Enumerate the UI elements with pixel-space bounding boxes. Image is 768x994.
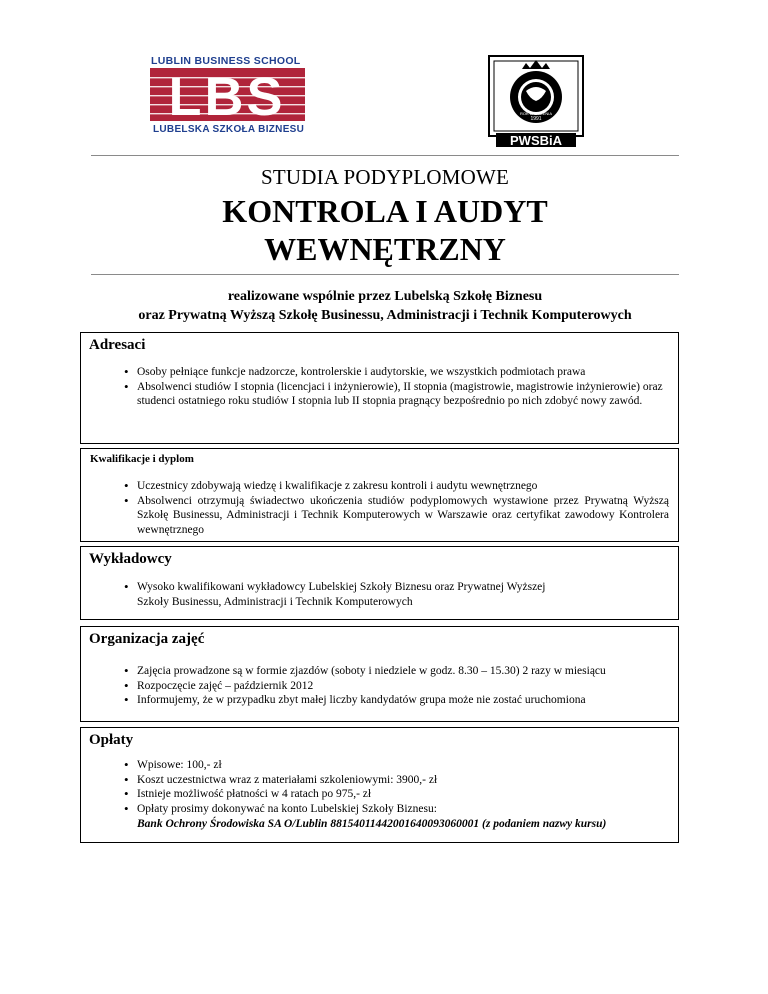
list-item: • Wpisowe: 100,- zł (121, 758, 676, 773)
section-organizacja (80, 626, 679, 722)
realization-note (91, 287, 679, 325)
pwsbia-emblem (488, 55, 584, 148)
bank-account: Bank Ochrony Środowiska SA O/Lublin 88154011442001640093060001 (z podaniem nazwy kursu) (137, 818, 607, 830)
section-oplaty (80, 727, 679, 843)
section-list (121, 758, 676, 816)
page-title-line-2: WEWNĘTRZNY (264, 231, 506, 267)
section-adresaci (80, 332, 679, 444)
list-item: • Istnieje możliwość płatności w 4 ratach po 975,- zł (121, 787, 676, 802)
list-item: • Uczestnicy zdobywają wiedzę i kwalifikacje z zakresu kontroli i audytu wewnętrznego (121, 479, 669, 494)
divider-top (91, 155, 679, 156)
list-item: • Absolwenci studiów I stopnia (licencjaci i inżynierowie), II stopnia (magistrowie, magistrowie inżynierowie) oraz studenci ostatniego roku studiów I stopnia lub II stopnia pragnący bezpośrednio po nich zdobyć nowy zawód. (121, 380, 666, 409)
list-item: • Absolwenci otrzymują świadectwo ukończenia studiów podyplomowych wystawione przez Prywatną Wyższą Szkołę Businessu, Administracji i Technik Komputerowych w Warszawie oraz certyfikat zawodowy Kontrolera wewnętrznego (121, 494, 669, 538)
section-wykladowcy (80, 546, 679, 620)
pwsbia-emblem-year: 1991 (530, 116, 542, 122)
pwsbia-emblem-name: PWSBiA (510, 133, 562, 148)
program-type: STUDIA PODYPLOMOWE (260, 165, 510, 189)
list-item: • Zajęcia prowadzone są w formie zjazdów (soboty i niedziele w godz. 8.30 – 15.30) 2 razy w miesiącu (121, 664, 671, 679)
list-item: • Opłaty prosimy dokonywać na konto Lubelskiej Szkoły Biznesu: (121, 802, 676, 817)
section-list (121, 479, 669, 537)
section-heading: Kwalifikacje i dyplom (90, 453, 194, 465)
list-item: • Koszt uczestnictwa wraz z materiałami szkoleniowymi: 3900,- zł (121, 773, 676, 788)
divider-bottom (91, 274, 679, 275)
section-heading: Organizacja zajęć (89, 631, 205, 647)
list-item: • Wysoko kwalifikowani wykładowcy Lubelskiej Szkoły Biznesu oraz Prywatnej Wyższej Szkoły Businessu, Administracji i Technik Komputerowych (121, 580, 561, 609)
realization-line-1: realizowane wspólnie przez Lubelską Szkołę Biznesu (227, 289, 543, 304)
lbs-logo-top-text: LUBLIN BUSINESS SCHOOL (151, 55, 301, 67)
page-title (91, 192, 679, 268)
lbs-logo-letters: LBS (168, 68, 286, 121)
list-item: • Rozpoczęcie zajęć – październik 2012 (121, 679, 671, 694)
section-list (121, 365, 666, 409)
list-item: • Informujemy, że w przypadku zbyt małej liczby kandydatów grupa może nie zostać uruchomiona (121, 693, 671, 708)
section-heading: Adresaci (89, 337, 146, 353)
section-list (121, 580, 561, 609)
section-heading: Opłaty (89, 732, 134, 748)
section-heading: Wykładowcy (89, 551, 172, 567)
page-title-line-1: KONTROLA I AUDYT (222, 193, 548, 229)
pwsbia-emblem-ring-text: ROK ZAŁOŻENIA (519, 111, 553, 116)
list-item: • Osoby pełniące funkcje nadzorcze, kontrolerskie i audytorskie, we wszystkich podmiotach prawa (121, 365, 666, 380)
lbs-logo (150, 68, 305, 121)
section-kwalifikacje (80, 448, 679, 542)
realization-line-2: oraz Prywatną Wyższą Szkołę Businessu, Administracji i Technik Komputerowych (138, 308, 632, 323)
lbs-logo-bottom-text: LUBELSKA SZKOŁA BIZNESU (153, 124, 305, 135)
section-list (121, 664, 671, 708)
